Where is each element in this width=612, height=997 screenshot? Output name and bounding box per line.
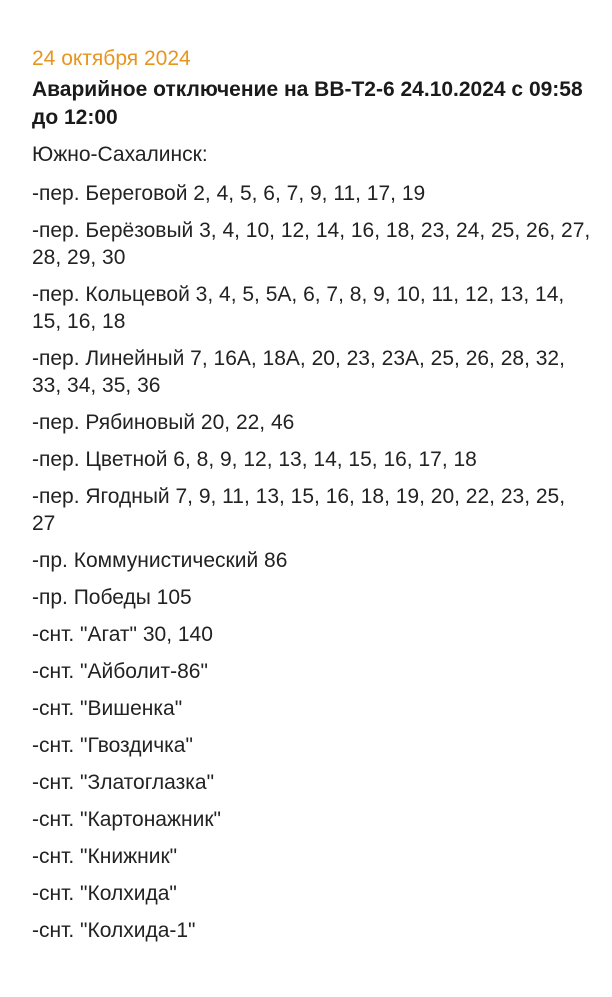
address-item: -пер. Кольцевой 3, 4, 5, 5А, 6, 7, 8, 9, 10, 11, 12, 13, 14, 15, 16, 18 (32, 283, 565, 333)
address-list (32, 180, 592, 944)
outage-article (32, 44, 592, 944)
address-item: -снт. "Картонажник" (32, 808, 221, 831)
address-item: -снт. "Книжник" (32, 845, 178, 868)
address-item: -снт. "Колхида" (32, 882, 177, 905)
address-item: -пер. Цветной 6, 8, 9, 12, 13, 14, 15, 16, 17, 18 (32, 448, 477, 471)
address-item: -снт. "Агат" 30, 140 (32, 623, 213, 646)
address-item: -снт. "Златоглазка" (32, 771, 215, 794)
address-item: -пр. Победы 105 (32, 586, 192, 609)
address-item: -пер. Береговой 2, 4, 5, 6, 7, 9, 11, 17, 19 (32, 182, 426, 205)
address-item: -пер. Берёзовый 3, 4, 10, 12, 14, 16, 18, 23, 24, 25, 26, 27, 28, 29, 30 (32, 219, 591, 269)
address-item: -снт. "Вишенка" (32, 697, 183, 720)
address-item: -снт. "Колхида-1" (32, 919, 196, 942)
address-item: -снт. "Айболит-86" (32, 660, 208, 683)
city-label: Южно-Сахалинск: (32, 143, 208, 166)
address-item: -снт. "Гвоздичка" (32, 734, 193, 757)
address-item: -пер. Рябиновый 20, 22, 46 (32, 411, 295, 434)
article-date: 24 октября 2024 (32, 47, 191, 70)
address-item: -пер. Ягодный 7, 9, 11, 13, 15, 16, 18, 19, 20, 22, 23, 25, 27 (32, 485, 566, 535)
address-item: -пр. Коммунистический 86 (32, 549, 288, 572)
address-item: -пер. Линейный 7, 16А, 18А, 20, 23, 23А, 25, 26, 28, 32, 33, 34, 35, 36 (32, 347, 565, 397)
article-title: Аварийное отключение на ВВ-Т2-6 24.10.2024 с 09:58 до 12:00 (32, 78, 583, 129)
